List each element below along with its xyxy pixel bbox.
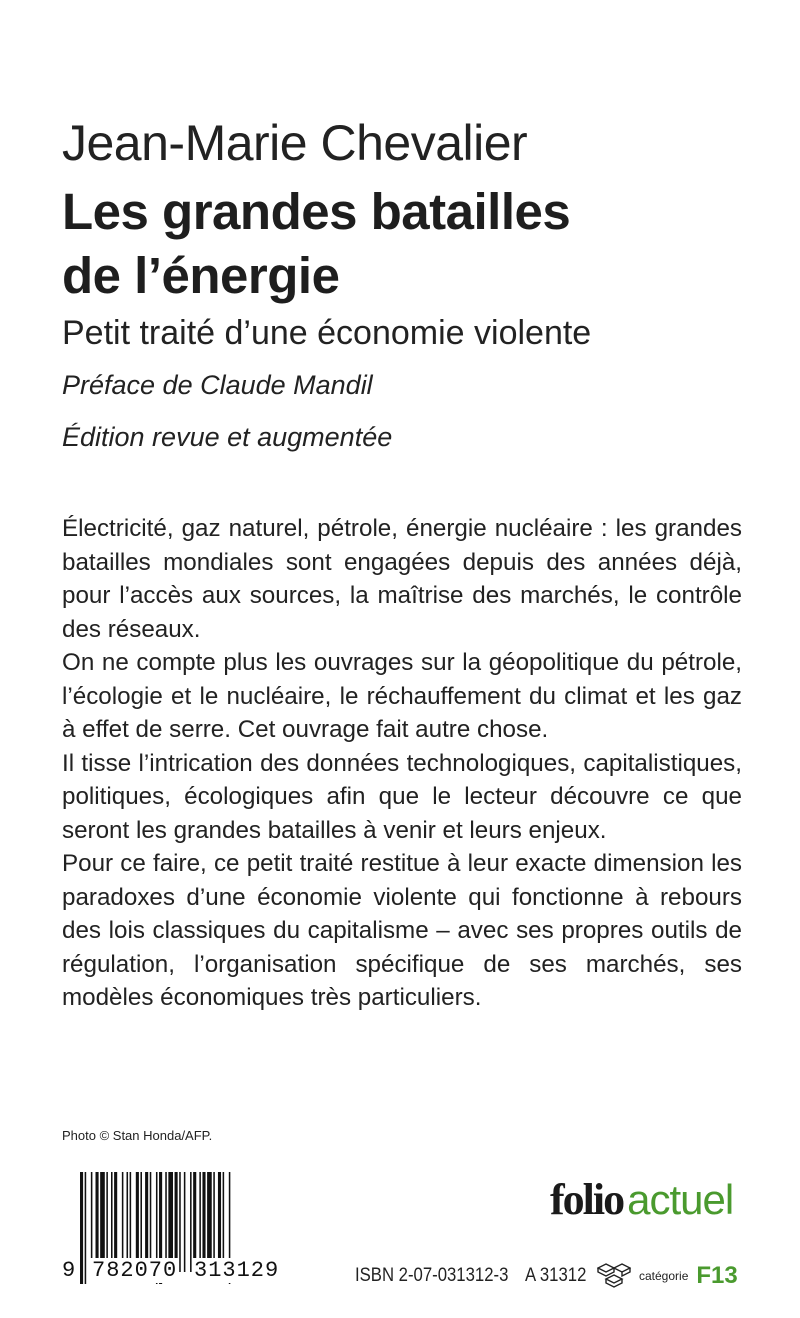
book-subtitle: Petit traité d’une économie violente: [62, 314, 592, 352]
barcode-bar: [130, 1172, 132, 1272]
catalog-code: A 31312: [525, 1265, 587, 1286]
book-title-line-1: Les grandes batailles: [62, 183, 571, 240]
preface-credit: Préface de Claude Mandil: [62, 370, 373, 400]
barcode-bar: [218, 1172, 221, 1272]
barcode-bar: [207, 1172, 212, 1272]
isbn-line: [355, 1262, 738, 1290]
barcode-bar: [175, 1172, 178, 1272]
barcode-bar: [136, 1172, 139, 1272]
barcode-bar: [145, 1172, 148, 1272]
barcode-bar: [91, 1172, 93, 1272]
barcode-bar: [202, 1172, 205, 1272]
barcode-bar: [114, 1172, 117, 1272]
blurb-paragraph-2: On ne compte plus les ouvrages sur la géopolitique du pétrole, l’écologie et le nucléaire, le réchauffement du climat et les gaz à effet de serre. Cet ouvrage fait autre chose.: [62, 649, 742, 743]
barcode-bar: [127, 1172, 129, 1272]
folio-actuel-logo: [550, 1174, 733, 1234]
barcode-group-2: 313129: [194, 1258, 280, 1283]
barcode-bar: [106, 1172, 108, 1272]
blurb-paragraph-1: Électricité, gaz naturel, pétrole, énergie nucléaire : les grandes batailles mondiales sont engagées depuis des années déjà, pour l’accès aux sources, la maîtrise des marchés, le contrôle des réseaux.: [62, 515, 742, 643]
edition-note: Édition revue et augmentée: [62, 422, 393, 452]
barcode-bar: [199, 1172, 201, 1272]
author-name: Jean-Marie Chevalier: [62, 115, 528, 171]
barcode-bar: [100, 1172, 105, 1272]
barcode-bar: [122, 1172, 124, 1272]
barcode-bar: [140, 1172, 142, 1272]
logo-folio: folio: [550, 1175, 624, 1224]
category-label: catégorie: [639, 1269, 689, 1283]
barcode-bar: [193, 1172, 196, 1272]
logo-actuel: actuel: [627, 1176, 734, 1223]
barcode-bar: [223, 1172, 225, 1272]
book-title: [62, 180, 782, 308]
barcode-bar: [85, 1172, 87, 1284]
books-icon: [597, 1263, 631, 1289]
photo-credit: Photo © Stan Honda/AFP.: [62, 1128, 213, 1143]
barcode-bar: [213, 1172, 215, 1272]
barcode-bar: [80, 1172, 83, 1284]
blurb-paragraph-3: Il tisse l’intrication des données technologiques, capitalistiques, politiques, écologiques afin que le lecteur découvre ce que seront les grandes batailles à venir et leurs enjeux.: [62, 749, 742, 844]
barcode-bar: [150, 1172, 152, 1272]
barcode-bar: [111, 1172, 113, 1272]
barcode-bar: [96, 1172, 99, 1272]
barcode-bar: [165, 1172, 167, 1272]
book-title-line-2: de l’énergie: [62, 247, 340, 304]
barcode-bar: [190, 1172, 192, 1272]
isbn: ISBN 2-07-031312-3: [355, 1265, 509, 1286]
category-code: F13: [696, 1262, 738, 1289]
barcode-bar: [184, 1172, 186, 1272]
barcode-bar: [168, 1172, 173, 1272]
barcode-bar: [179, 1172, 181, 1272]
blurb: [62, 512, 742, 1015]
barcode-first-digit: 9: [62, 1258, 76, 1283]
barcode-group-1: 782070: [92, 1258, 178, 1283]
blurb-paragraph-4: Pour ce faire, ce petit traité restitue à leur exacte dimension les paradoxes d’une économie violente qui fonctionne à rebours des lois classiques du capitalisme – avec ses propres outils de régulation, l’organisation spécifique de ses marchés, ses modèles économiques très particuliers.: [62, 850, 742, 1011]
